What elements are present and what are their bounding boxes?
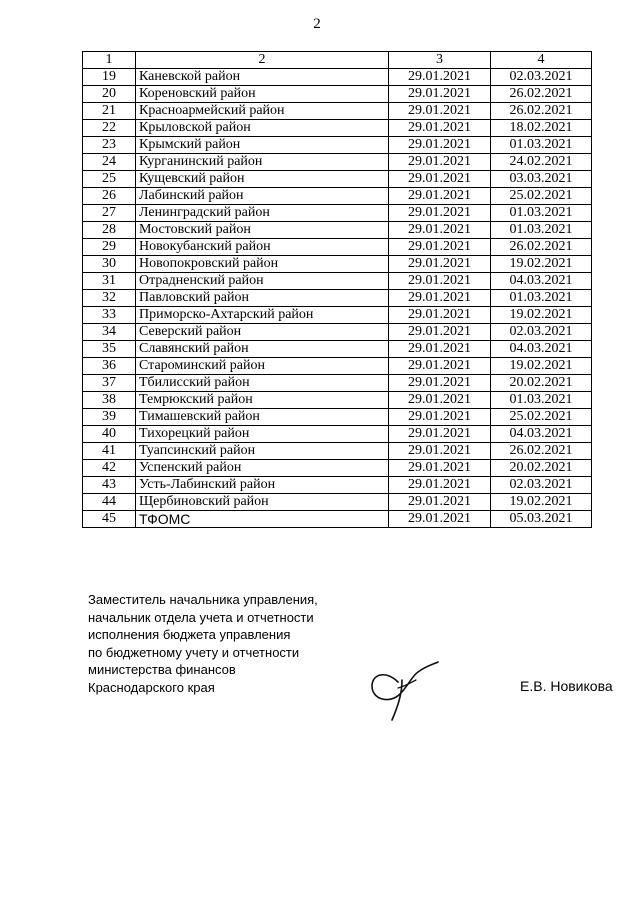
start-date: 29.01.2021 [389,375,491,392]
row-number: 26 [83,188,136,205]
district-name: Приморско-Ахтарский район [136,307,389,324]
start-date: 29.01.2021 [389,307,491,324]
row-number: 37 [83,375,136,392]
district-name: Новопокровский район [136,256,389,273]
row-number: 38 [83,392,136,409]
table-row [83,426,592,443]
end-date: 18.02.2021 [491,120,592,137]
end-date: 01.03.2021 [491,137,592,154]
table-row [83,290,592,307]
end-date: 01.03.2021 [491,205,592,222]
position-line: начальник отдела учета и отчетности [88,609,314,625]
end-date: 03.03.2021 [491,171,592,188]
end-date: 02.03.2021 [491,324,592,341]
table-row [83,477,592,494]
column-header-1: 1 [83,52,136,69]
report-table [82,51,592,528]
start-date: 29.01.2021 [389,477,491,494]
table-row [83,205,592,222]
start-date: 29.01.2021 [389,341,491,358]
end-date: 01.03.2021 [491,222,592,239]
start-date: 29.01.2021 [389,392,491,409]
page-number: 2 [313,16,321,32]
table-row [83,494,592,511]
district-name: Кореновский район [136,86,389,103]
position-line: Заместитель начальника управления, [88,592,318,607]
start-date: 29.01.2021 [389,171,491,188]
district-name: Кущевский район [136,171,389,188]
district-name: Темрюкский район [136,392,389,409]
start-date: 29.01.2021 [389,239,491,256]
district-name: Тихорецкий район [136,426,389,443]
district-name: Северский район [136,324,389,341]
end-date: 19.02.2021 [491,358,592,375]
column-header-4: 4 [491,52,592,69]
row-number: 28 [83,222,136,239]
end-date: 26.02.2021 [491,86,592,103]
signer-name: Е.В. Новикова [520,678,613,694]
district-name: Успенский район [136,460,389,477]
row-number: 32 [83,290,136,307]
end-date: 20.02.2021 [491,375,592,392]
start-date: 29.01.2021 [389,103,491,120]
row-number: 23 [83,137,136,154]
end-date: 01.03.2021 [491,392,592,409]
end-date: 26.02.2021 [491,443,592,460]
end-date: 25.02.2021 [491,188,592,205]
district-name: Отрадненский район [136,273,389,290]
end-date: 05.03.2021 [491,511,592,528]
table-row [83,307,592,324]
table-row [83,103,592,120]
table-row [83,511,592,528]
district-name: Курганинский район [136,154,389,171]
district-name: Ленинградский район [136,205,389,222]
start-date: 29.01.2021 [389,443,491,460]
district-name: Лабинский район [136,188,389,205]
start-date: 29.01.2021 [389,137,491,154]
position-line: исполнения бюджета управления [88,627,291,642]
row-number: 22 [83,120,136,137]
end-date: 04.03.2021 [491,273,592,290]
start-date: 29.01.2021 [389,511,491,528]
row-number: 20 [83,86,136,103]
row-number: 42 [83,460,136,477]
row-number: 34 [83,324,136,341]
row-number: 27 [83,205,136,222]
end-date: 19.02.2021 [491,494,592,511]
row-number: 30 [83,256,136,273]
district-name: Староминский район [136,358,389,375]
row-number: 40 [83,426,136,443]
district-name: Каневской район [136,69,389,86]
row-number: 19 [83,69,136,86]
district-name: Крыловской район [136,120,389,137]
end-date: 26.02.2021 [491,239,592,256]
row-number: 39 [83,409,136,426]
table-row [83,154,592,171]
start-date: 29.01.2021 [389,494,491,511]
row-number: 35 [83,341,136,358]
column-header-2: 2 [136,52,389,69]
table-row [83,273,592,290]
start-date: 29.01.2021 [389,120,491,137]
start-date: 29.01.2021 [389,460,491,477]
district-name: Новокубанский район [136,239,389,256]
district-name: Туапсинский район [136,443,389,460]
row-number: 24 [83,154,136,171]
row-number: 41 [83,443,136,460]
table-row [83,409,592,426]
row-number: 36 [83,358,136,375]
table-row [83,137,592,154]
start-date: 29.01.2021 [389,222,491,239]
end-date: 26.02.2021 [491,103,592,120]
start-date: 29.01.2021 [389,256,491,273]
start-date: 29.01.2021 [389,154,491,171]
row-number: 43 [83,477,136,494]
position-line: по бюджетному учету и отчетности [88,644,300,660]
table-row [83,222,592,239]
row-number: 25 [83,171,136,188]
table-row [83,171,592,188]
table-body [83,69,592,528]
table-row [83,341,592,358]
start-date: 29.01.2021 [389,188,491,205]
end-date: 04.03.2021 [491,341,592,358]
district-name: Славянский район [136,341,389,358]
table-header-row [83,52,592,69]
table-row [83,358,592,375]
start-date: 29.01.2021 [389,426,491,443]
district-name: Крымский район [136,137,389,154]
table-row [83,86,592,103]
table-row [83,460,592,477]
column-header-3: 3 [389,52,491,69]
end-date: 20.02.2021 [491,460,592,477]
district-name: Тимашевский район [136,409,389,426]
signature-block [88,591,318,696]
end-date: 01.03.2021 [491,290,592,307]
end-date: 02.03.2021 [491,69,592,86]
row-number: 33 [83,307,136,324]
start-date: 29.01.2021 [389,324,491,341]
table-row [83,239,592,256]
table-row [83,392,592,409]
table-row [83,120,592,137]
district-name: Тбилисский район [136,375,389,392]
start-date: 29.01.2021 [389,290,491,307]
row-number: 29 [83,239,136,256]
district-name: Красноармейский район [136,103,389,120]
start-date: 29.01.2021 [389,358,491,375]
row-number: 45 [83,511,136,528]
start-date: 29.01.2021 [389,205,491,222]
district-name: Усть-Лабинский район [136,477,389,494]
end-date: 24.02.2021 [491,154,592,171]
district-name: Мостовский район [136,222,389,239]
start-date: 29.01.2021 [389,69,491,86]
end-date: 19.02.2021 [491,307,592,324]
table-row [83,375,592,392]
start-date: 29.01.2021 [389,86,491,103]
table-row [83,188,592,205]
table-row [83,324,592,341]
position-line: Краснодарского края [88,679,215,695]
start-date: 29.01.2021 [389,273,491,290]
district-name: ТФОМС [136,511,389,528]
end-date: 02.03.2021 [491,477,592,494]
end-date: 04.03.2021 [491,426,592,443]
start-date: 29.01.2021 [389,409,491,426]
row-number: 44 [83,494,136,511]
table-row [83,69,592,86]
district-name: Павловский район [136,290,389,307]
district-name: Щербиновский район [136,494,389,511]
end-date: 25.02.2021 [491,409,592,426]
end-date: 19.02.2021 [491,256,592,273]
table-row [83,256,592,273]
row-number: 31 [83,273,136,290]
handwritten-signature [368,660,440,722]
row-number: 21 [83,103,136,120]
position-line: министерства финансов [88,662,236,677]
table-row [83,443,592,460]
